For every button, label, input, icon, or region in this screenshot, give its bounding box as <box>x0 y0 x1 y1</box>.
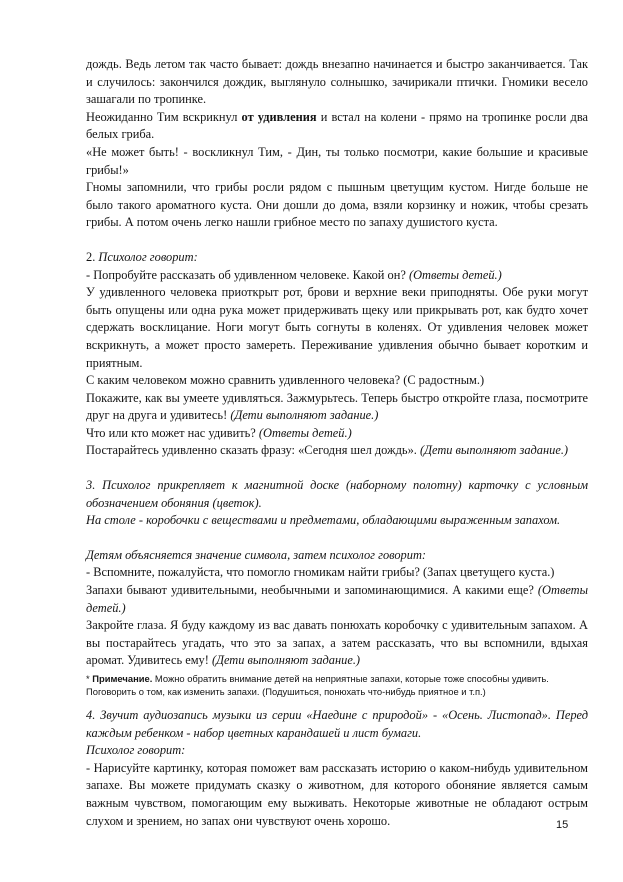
story-paragraph: дождь. Ведь летом так часто бывает: дождь внезапно начинается и быстро заканчивается. Так и случилось: закончился дождик, выглянуло солнышко, зачирикали птички. Гномики весело зашагали по тропинке. <box>86 57 588 107</box>
section-2-who: Что или кто может нас удивить? (Ответы детей.) <box>86 425 352 440</box>
section-2-description: У удивленного человека приоткрыт рот, брови и верхние веки приподняты. Обе руки могут быть опущены или одна рука может придерживать щеку или прикрывать рот, как будто хочет сдержать восклицание. Ноги могут быть согнуты в коленях. От удивления человек может вскрикнуть, а может просто замереть. Переживание удивления обычно бывает коротким и приятным. <box>86 285 588 370</box>
page-number: 15 <box>556 819 569 831</box>
section-4-heading: Психолог говорит: <box>86 743 186 758</box>
section-3-table: На столе - коробочки с веществами и предметами, обладающими выраженным запахом. <box>86 513 561 528</box>
note-label: Примечание. <box>92 673 153 684</box>
note: * Примечание. Можно обратить внимание детей на неприятные запахи, которые тоже способны удивить. Поговорить о том, как изменить запахи. (Подушиться, понюхать что-нибудь приятное и т.п.) <box>86 673 549 697</box>
section-4-draw: - Нарисуйте картинку, которая поможет вам рассказать историю о каком-нибудь удивительном запахе. Вы можете придумать сказку о животном, для которого обоняние является самым важным чувством, помогающим ему выживать. Некоторые животные не обладают острым слухом и зрением, но запах они чувствуют очень хорошо. <box>86 760 588 828</box>
story-paragraph: Неожиданно Тим вскрикнул от удивления и встал на колени - прямо на тропинке росли два белых гриба. <box>86 109 589 142</box>
section-2-compare: С каким человеком можно сравнить удивленного человека? (С радостным.) <box>86 373 485 388</box>
section-3-intro: 3. Психолог прикрепляет к магнитной доске (наборному полотну) карточку с условным обозначением обоняния (цветок). <box>86 478 588 510</box>
bold-phrase: от удивления <box>241 109 317 124</box>
spacer <box>86 460 588 477</box>
spacer <box>86 232 588 249</box>
story-paragraph: Гномы запомнили, что грибы росли рядом с пышным цветущим кустом. Нигде больше не было такого ароматного куста. Они дошли до дома, взяли корзинку и ножик, чтобы срезать грибы. А потом очень легко нашли грибное место по запаху душистого куста. <box>86 180 588 230</box>
section-2-show: Покажите, как вы умеете удивляться. Зажмурьтесь. Теперь быстро откройте глаза, посмотрите друг на друга и удивитесь! (Дети выполняют задание.) <box>86 390 588 423</box>
section-2-say: Постарайтесь удивленно сказать фразу: «Сегодня шел дождь». (Дети выполняют задание.) <box>86 443 569 458</box>
spacer <box>86 698 588 707</box>
section-3-explain: Детям объясняется значение символа, затем психолог говорит: <box>86 547 427 562</box>
spacer <box>86 530 588 547</box>
story-paragraph: «Не может быть! - воскликнул Тим, - Дин, ты только посмотри, какие большие и красивые грибы!» <box>86 144 588 177</box>
section-2-question: - Попробуйте рассказать об удивленном человеке. Какой он? (Ответы детей.) <box>86 267 502 282</box>
document-body <box>86 56 588 830</box>
section-3-smells: Запахи бывают удивительными, необычными и запоминающимися. А какими еще? (Ответы детей.) <box>86 583 588 615</box>
section-4-intro: 4. Звучит аудиозапись музыки из серии «Наедине с природой» - «Осень. Листопад». Перед каждым ребенком - набор цветных карандашей и лист бумаги. <box>86 708 588 740</box>
section-3-close-eyes: Закройте глаза. Я буду каждому из вас давать понюхать коробочку с удивительным запахом. А вы постарайтесь угадать, что это за запах, а затем рассказать, что вы вспомнили, вдыхая аромат. Удивитесь ему! (Дети выполняют задание.) <box>86 618 588 668</box>
section-3-question: - Вспомните, пожалуйста, что помогло гномикам найти грибы? (Запах цветущего куста.) <box>86 565 555 580</box>
section-2-heading: 2. Психолог говорит: <box>86 249 198 264</box>
